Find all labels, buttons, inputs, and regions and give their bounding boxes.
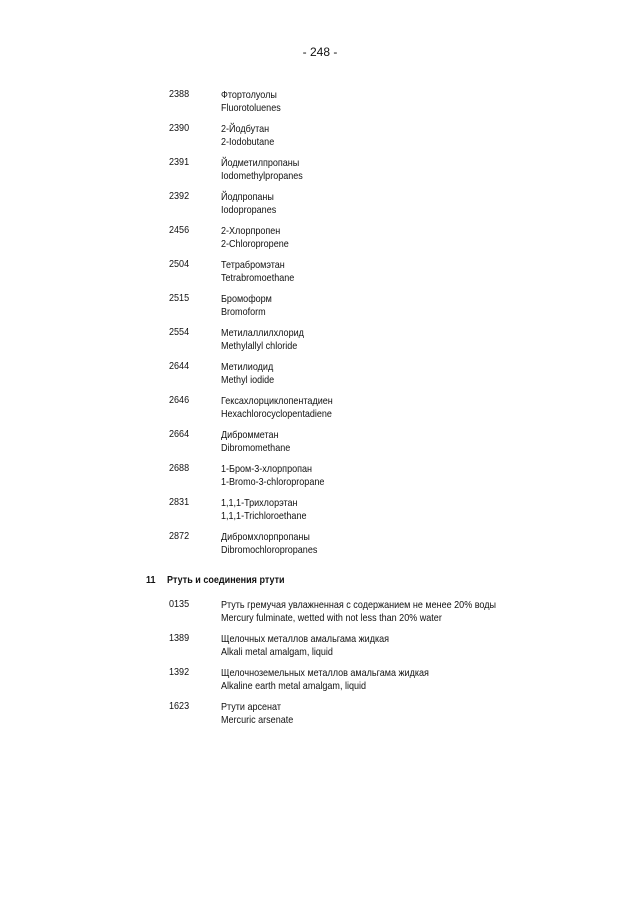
un-code: 2688: [169, 462, 190, 474]
name-ru: 2-Йодбутан: [221, 123, 270, 135]
section-number: 11: [146, 574, 156, 586]
list-item: [0, 258, 640, 292]
name-en: Iodopropanes: [221, 204, 277, 216]
name-en: Tetrabromoethane: [221, 272, 295, 284]
list-item: [0, 224, 640, 258]
un-code: 2644: [169, 360, 190, 372]
substance-list: [0, 88, 640, 734]
name-ru: Ртуть гремучая увлажненная с содержанием не менее 20% воды: [221, 599, 497, 611]
name-ru: Фтортолуолы: [221, 89, 277, 101]
name-ru: Щелочных металлов амальгама жидкая: [221, 633, 390, 645]
name-ru: Щелочноземельных металлов амальгама жидкая: [221, 667, 429, 679]
name-ru: Дибромхлорпропаны: [221, 531, 310, 543]
list-item: [0, 496, 640, 530]
name-ru: 1,1,1-Трихлорэтан: [221, 497, 298, 509]
name-ru: Гексахлорциклопентадиен: [221, 395, 333, 407]
name-en: Fluorotoluenes: [221, 102, 281, 114]
name-en: Methyl iodide: [221, 374, 275, 386]
name-en: Iodomethylpropanes: [221, 170, 303, 182]
section-title: Ртуть и соединения ртути: [167, 574, 285, 586]
un-code: 2646: [169, 394, 190, 406]
un-code: 2392: [169, 190, 190, 202]
un-code: 0135: [169, 598, 190, 610]
list-item: [0, 326, 640, 360]
section-heading: [0, 572, 640, 598]
un-code: 1623: [169, 700, 190, 712]
name-en: 2-Chloropropene: [221, 238, 289, 250]
name-ru: Бромоформ: [221, 293, 272, 305]
list-item: [0, 190, 640, 224]
name-en: Mercury fulminate, wetted with not less than 20% water: [221, 612, 442, 624]
name-ru: Йодметилпропаны: [221, 157, 300, 169]
name-ru: Ртути арсенат: [221, 701, 281, 713]
page-number: - 248 -: [302, 45, 338, 59]
name-en: Dibromochloropropanes: [221, 544, 318, 556]
un-code: 1392: [169, 666, 190, 678]
list-item: [0, 360, 640, 394]
name-ru: 2-Хлорпропен: [221, 225, 281, 237]
name-en: Hexachlorocyclopentadiene: [221, 408, 332, 420]
name-en: Alkaline earth metal amalgam, liquid: [221, 680, 367, 692]
name-ru: 1-Бром-3-хлорпропан: [221, 463, 313, 475]
un-code: 2664: [169, 428, 190, 440]
un-code: 2388: [169, 88, 190, 100]
list-item: [0, 292, 640, 326]
un-code: 2872: [169, 530, 190, 542]
un-code: 2515: [169, 292, 190, 304]
list-item: [0, 428, 640, 462]
name-en: 1,1,1-Trichloroethane: [221, 510, 307, 522]
name-en: Methylallyl chloride: [221, 340, 298, 352]
name-en: Alkali metal amalgam, liquid: [221, 646, 333, 658]
un-code: 2456: [169, 224, 190, 236]
list-item: [0, 88, 640, 122]
list-item: [0, 530, 640, 564]
un-code: 2554: [169, 326, 190, 338]
name-ru: Йодпропаны: [221, 191, 274, 203]
list-item: [0, 598, 640, 632]
list-item: [0, 156, 640, 190]
list-item: [0, 122, 640, 156]
list-item: [0, 462, 640, 496]
name-en: 2-Iodobutane: [221, 136, 275, 148]
list-item: [0, 394, 640, 428]
name-en: Bromoform: [221, 306, 266, 318]
un-code: 1389: [169, 632, 190, 644]
name-ru: Метилиодид: [221, 361, 274, 373]
name-ru: Тетрабромэтан: [221, 259, 285, 271]
name-en: 1-Bromo-3-chloropropane: [221, 476, 325, 488]
list-item: [0, 700, 640, 734]
name-ru: Метилаллилхлорид: [221, 327, 304, 339]
list-item: [0, 666, 640, 700]
list-item: [0, 632, 640, 666]
un-code: 2391: [169, 156, 190, 168]
un-code: 2831: [169, 496, 190, 508]
un-code: 2504: [169, 258, 190, 270]
un-code: 2390: [169, 122, 190, 134]
name-en: Mercuric arsenate: [221, 714, 294, 726]
name-en: Dibromomethane: [221, 442, 291, 454]
name-ru: Дибромметан: [221, 429, 279, 441]
